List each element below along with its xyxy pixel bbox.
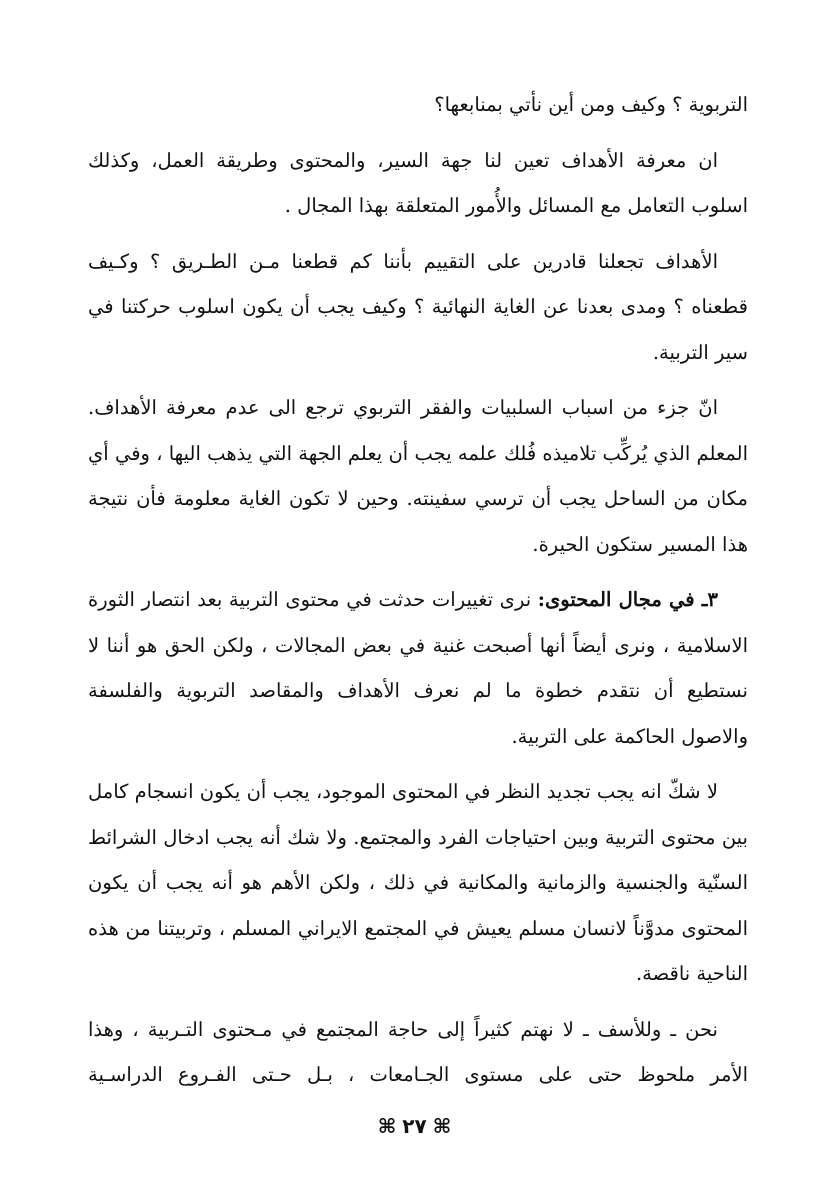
paragraph-7: نحن ـ وللأسف ـ لا نهتم كثيراً إلى حاجة المجتمع في مـحتوى التـربية ، وهذا الأمر ملحوظ حتى على مستوى الجـامعات ، بـل حـتى الفـروع الدراسـية — [88, 1017, 748, 1086]
section-heading: ٣ـ في مجال المحتوى: — [537, 588, 719, 611]
page-number: ٢٧ — [402, 1114, 427, 1138]
page-body — [88, 82, 748, 1108]
paragraph-5 — [88, 577, 748, 759]
paragraph-4: انّ جزء من اسباب السلبيات والفقر التربوي ترجع الى عدم معرفة الأهداف. المعلم الذي يُركِّب تلاميذه فُلك علمه يجب أن يعلم الجهة التي يذهب اليها ، وفي أي مكان من الساحل يجب أن ترسي سفينته. وحين لا تكون الغاية معلومة فأن نتيجة هذا المسير ستكون الحيرة. — [88, 396, 748, 556]
page-footer — [0, 1114, 829, 1138]
paragraph-1: التربوية ؟ وكيف ومن أين نأتي بمنابعها؟ — [434, 93, 748, 116]
paragraph-6: لا شكّ انه يجب تجديد النظر في المحتوى الموجود، يجب أن يكون انسجام كامل بين محتوى التربية وبين احتياجات الفرد والمجتمع. ولا شك أنه يجب ادخال الشرائط السنّية والجنسية والزمانية والمكانية في ذلك ، ولكن الأهم هو أنه يجب أن يكون المحتوى مدوَّناً لانسان مسلم يعيش في المجتمع الايراني المسلم ، وتربيتنا من هذه الناحية ناقصة. — [88, 780, 748, 985]
paragraph-2: ان معرفة الأهداف تعين لنا جهة السير، والمحتوى وطريقة العمل، وكذلك اسلوب التعامل مع المسائل والأُمور المتعلقة بهذا المجال . — [88, 148, 748, 217]
paragraph-3: الأهداف تجعلنا قادرين على التقييم بأننا كم قطعنا مـن الطـريق ؟ وكـيف قطعناه ؟ ومدى بعدنا عن الغاية النهائية ؟ وكيف يجب أن يكون اسلوب حركتنا في سير التربية. — [88, 249, 748, 364]
ornament-right-icon: ⌘ — [432, 1114, 452, 1138]
paragraph-5-text: نرى تغييرات حدثت في محتوى التربية بعد انتصار الثورة الاسلامية ، ونرى أيضاً أنها أصبحت غنية في بعض المجالات ، ولكن الحق هو أننا لا نستطيع أن نتقدم خطوة ما لم نعرف الأهداف والمقاصد التربوية والفلسفة والاصول الحاكمة على التربية. — [88, 588, 748, 748]
ornament-left-icon: ⌘ — [377, 1114, 397, 1138]
